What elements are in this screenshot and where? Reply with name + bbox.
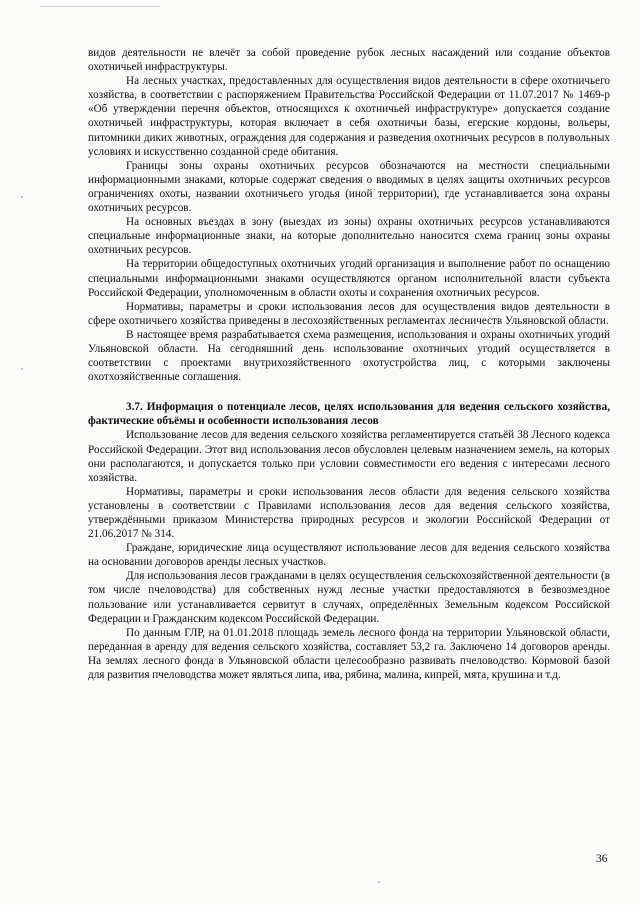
paragraph: По данным ГЛР, на 01.01.2018 площадь земель лесного фонда на территории Ульяновской области, переданная в аренду для ведения сельского хозяйства, составляет 53,2 га. Заключено 14 договоров аренды. На землях лесного фонда в Ульяновской области целесообразно развивать пчеловодство. Кормовой базой для развития пчеловодства может являться липа, ива, рябина, малина, кипрей, мята, крушина и т.д.	[88, 626, 610, 682]
paragraph: Нормативы, параметры и сроки использования лесов области для ведения сельского хозяйства установлены в соответствии с Правилами использования лесов для ведения сельского хозяйства, утверждёнными приказом Министерства природных ресурсов и экологии Российской Федерации от 21.06.2017 № 314.	[88, 485, 610, 541]
paragraph: На основных въездах в зону (выездах из зоны) охраны охотничьих ресурсов устанавливаются специальные информационные знаки, на которые дополнительно наносится схема границ зоны охраны охотничьих ресурсов.	[88, 216, 610, 257]
document-body	[88, 46, 610, 682]
scan-artifact	[40, 6, 160, 7]
page-number: 36	[596, 853, 608, 865]
paragraph: Нормативы, параметры и сроки использования лесов для осуществления видов деятельности в сфере охотничьего хозяйства приведены в лесохозяйственных регламентах лесничеств Ульяновской области.	[88, 300, 610, 327]
paragraph: Границы зоны охраны охотничьих ресурсов обозначаются на местности специальными информационными знаками, которые содержат сведения о вводимых в целях защиты охотничьих ресурсов ограничениях охоты, названии охотничьего угодья (иной территории), где устанавливается зона охраны охотничьих ресурсов.	[88, 159, 610, 215]
paragraph: Для использования лесов гражданами в целях осуществления сельскохозяйственной деятельности (в том числе пчеловодства) для собственных нужд лесные участки предоставляются в безвозмездное пользование или устанавливается сервитут в случаях, определённых Земельным кодексом Российской Федерации и Гражданским кодексом Российской Федерации.	[88, 570, 610, 625]
paragraph: В настоящее время разрабатывается схема размещения, использования и охраны охотничьих угодий Ульяновской области. На сегодняшний день использование охотничьих угодий осуществляется в соответствии с проектами внутрихозяйственного охотустройства лиц, с которыми заключены охотхозяйственные соглашения.	[88, 328, 610, 384]
paragraph: Использование лесов для ведения сельского хозяйства регламентируется статьёй 38 Лесного кодекса Российской Федерации. Этот вид использования лесов обусловлен целевым назначением земель, на которых они располагаются, и допускается только при условии совместимости его ведения с интересами лесного хозяйства.	[88, 429, 610, 484]
paragraph: Граждане, юридические лица осуществляют использование лесов для ведения сельского хозяйства на основании договоров аренды лесных участков.	[88, 542, 610, 569]
scan-speck	[21, 368, 23, 370]
paragraph: На территории общедоступных охотничьих угодий организация и выполнение работ по оснащению специальными информационными знаками осуществляются органом исполнительной власти субъекта Российской Федерации, уполномоченным в области охоты и сохранения охотничьих ресурсов.	[88, 258, 610, 299]
scan-speck	[378, 881, 380, 883]
scan-speck	[21, 196, 23, 198]
section-heading: 3.7. Информация о потенциале лесов, целях использования для ведения сельского хозяйства, фактические объёмы и особенности использования лесов	[88, 401, 610, 428]
paragraph: На лесных участках, предоставленных для осуществления видов деятельности в сфере охотничьего хозяйства, в соответствии с распоряжением Правительства Российской Федерации от 11.07.2017 № 1469-р «Об утверждении перечня объектов, относящихся к охотничьей инфраструктуре» допускается создание охотничьей инфраструктуры, которая включает в себя охотничьи базы, егерские кордоны, вольеры, питомники диких животных, ограждения для содержания и разведения охотничьих ресурсов в полувольных условиях и искусственно созданной среде обитания.	[88, 75, 610, 158]
paragraph: видов деятельности не влечёт за собой проведение рубок лесных насаждений или создание объектов охотничьей инфраструктуры.	[88, 47, 610, 74]
